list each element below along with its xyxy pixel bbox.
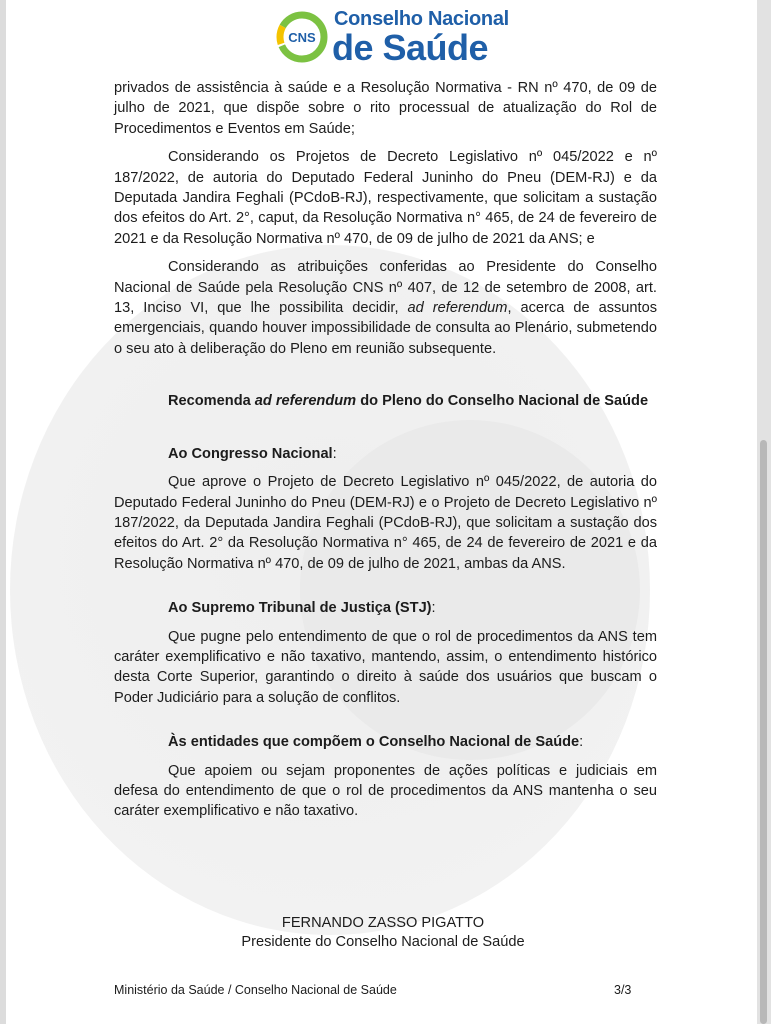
page-number: 3/3 bbox=[614, 983, 632, 997]
section-title: Ao Supremo Tribunal de Justiça (STJ) bbox=[168, 600, 432, 617]
signatory-role: Presidente do Conselho Nacional de Saúde bbox=[241, 934, 525, 950]
scrollbar-thumb[interactable] bbox=[760, 440, 767, 1024]
section-heading-entidades bbox=[114, 732, 657, 752]
section-text-entidades: Que apoiem ou sejam proponentes de ações políticas e judiciais em defesa do entendimento de que o rol de procedimentos da ANS mantenha o seu caráter exemplificativo e não taxativo. bbox=[114, 762, 657, 820]
logo-text: CNS bbox=[288, 30, 316, 45]
section-heading-congresso bbox=[114, 444, 657, 464]
colon: : bbox=[332, 445, 337, 462]
signature-block bbox=[114, 914, 652, 952]
text-segment: Considerando as atribuições conferidas ao Presidente do Conselho Nacional de Saúde pela Resolução CNS nº 407, de 12 de setembro de 2008, art. 13, Inciso VI, que lhe possibilita decidir, bbox=[114, 259, 657, 317]
section-text-stj: Que pugne pelo entendimento de que o rol de procedimentos da ANS tem caráter exemplificativo e não taxativo, mantendo, assim, o entendimento histórico desta Corte Superior, garantindo o direito à saúde dos usuários que buscam o Poder Judiciário para a solução de conflitos. bbox=[114, 628, 657, 706]
section-title: Às entidades que compõem o Conselho Nacional de Saúde bbox=[168, 734, 580, 751]
section-heading-stj bbox=[114, 598, 657, 618]
page-edge-left bbox=[0, 0, 6, 1024]
text-segment: , acerca de assuntos emergenciais, quando houver impossibilidade de consulta ao Plenário, submetendo o seu ato à deliberação do Pleno em reunião subsequente. bbox=[114, 300, 657, 357]
colon: : bbox=[579, 734, 584, 751]
document-header bbox=[0, 6, 771, 70]
recommendation-heading bbox=[114, 391, 657, 411]
paragraph-considerando-atribuicoes bbox=[114, 257, 657, 359]
cns-logo-icon bbox=[275, 10, 329, 64]
signatory-name: FERNANDO ZASSO PIGATTO bbox=[281, 915, 485, 931]
paragraph-continuation: privados de assistência à saúde e a Resolução Normativa - RN nº 470, de 09 de julho de 2021, que dispõe sobre o rito processual de atualização do Rol de Procedimentos e Eventos em Saúde; bbox=[114, 80, 657, 137]
brand-title-line2: de Saúde bbox=[332, 27, 489, 68]
paragraph-considerando-projetos: Considerando os Projetos de Decreto Legislativo nº 045/2022 e nº 187/2022, de autoria do Deputado Federal Juninho do Pneu (DEM-RJ) e da Deputada Jandira Feghali (PCdoB-RJ), respectivamente, que solicitam a sustação dos efeitos do Art. 2°, caput, da Resolução Normativa n° 465, de 24 de fevereiro de 2021 e da Resolução Normativa nº 470, de 09 de julho de 2021 da ANS; e bbox=[114, 149, 657, 247]
footer-institution: Ministério da Saúde / Conselho Nacional de Saúde bbox=[114, 983, 397, 997]
section-title: Ao Congresso Nacional bbox=[168, 445, 333, 462]
colon: : bbox=[431, 600, 436, 617]
italic-term: ad referendum bbox=[407, 300, 508, 317]
italic-term: ad referendum bbox=[254, 393, 357, 410]
text-segment: Recomenda bbox=[168, 393, 255, 410]
document-body bbox=[114, 78, 657, 830]
text-segment: do Pleno do Conselho Nacional de Saúde bbox=[356, 393, 649, 410]
brand-title-line1: Conselho Nacional bbox=[334, 8, 509, 30]
section-text-congresso: Que aprove o Projeto de Decreto Legislativo nº 045/2022, de autoria do Deputado Federal Juninho do Pneu (DEM-RJ) e o Projeto de Decreto Legislativo nº 187/2022, da Deputada Jandira Feghali (PCdoB-RJ), que solicitam a sustação dos efeitos do Art. 2° da Resolução Normativa n° 465, de 24 de fevereiro de 2021 e da Resolução Normativa nº 470, de 09 de julho de 2021, ambas da ANS. bbox=[114, 474, 657, 572]
